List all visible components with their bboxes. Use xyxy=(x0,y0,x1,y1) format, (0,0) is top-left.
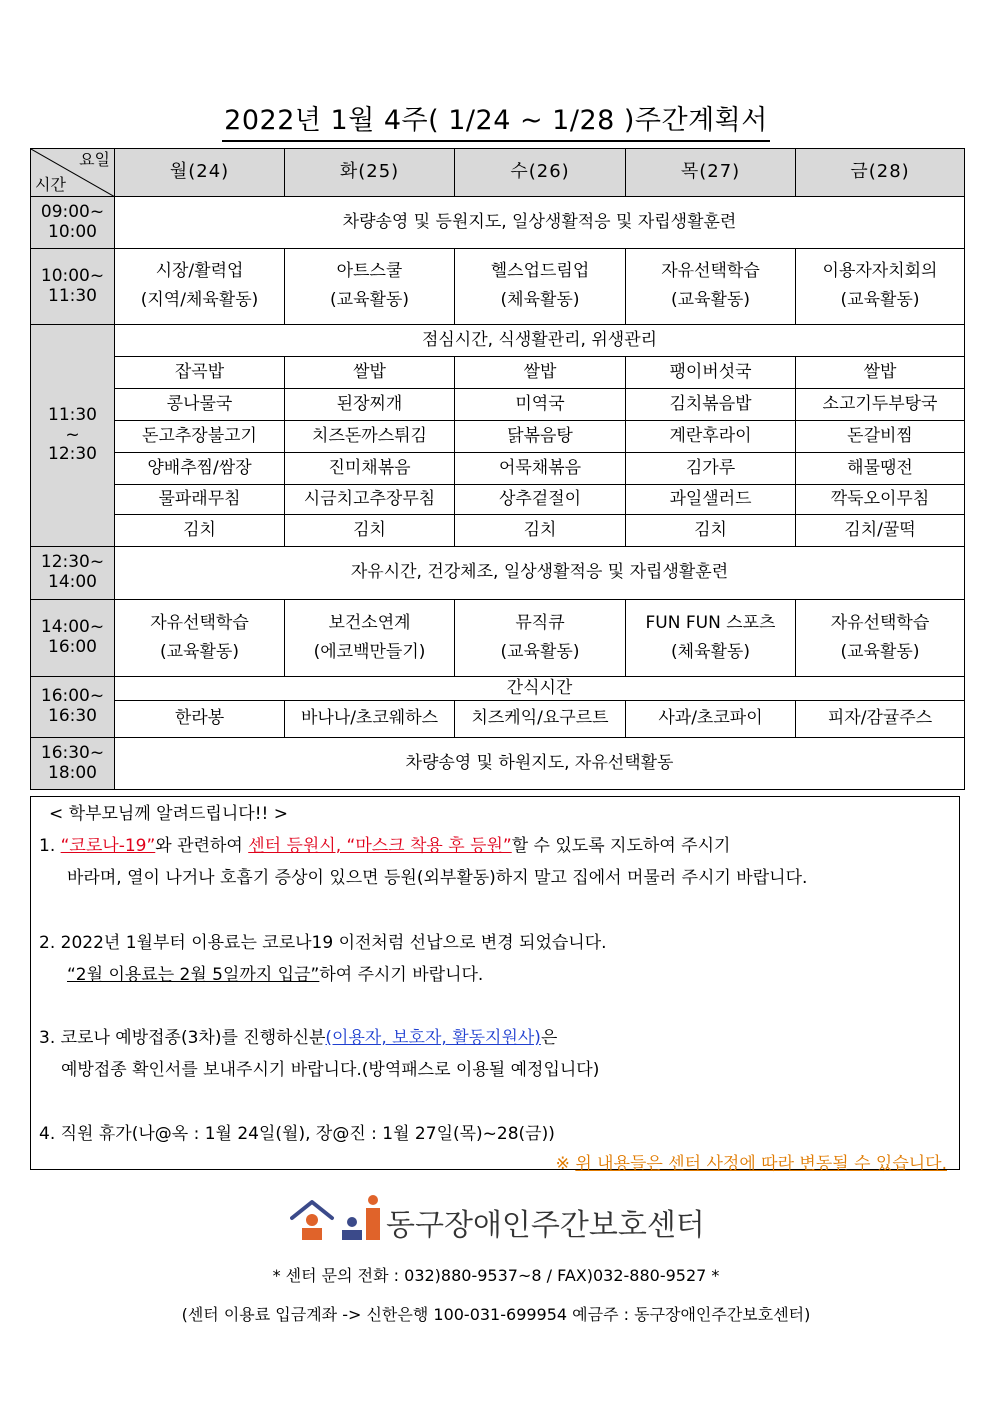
snack-item: 바나나/초코웨하스 xyxy=(285,701,455,738)
parent-notice-box xyxy=(30,796,960,1174)
snack-title: 간식시간 xyxy=(115,677,965,701)
menu-item: 치즈돈까스튀김 xyxy=(285,421,455,453)
menu-item: 잡곡밥 xyxy=(115,357,285,389)
notice-item-3-line2: 예방접종 확인서를 보내주시기 바랍니다.(방역패스로 이용될 예정입니다) xyxy=(61,1060,600,1080)
activity-span-cell: 차량송영 및 하원지도, 자유선택활동 xyxy=(115,738,965,790)
time-cell: 14:00~ 16:00 xyxy=(31,600,115,677)
notice-item-3: 3. 코로나 예방접종(3차)를 진행하신분(이용자, 보호자, 활동지원사)은 xyxy=(39,1028,558,1048)
corner-day-label: 요일 xyxy=(79,150,110,169)
weekly-schedule-table xyxy=(30,148,965,790)
menu-item: 팽이버섯국 xyxy=(626,357,796,389)
activity-cell: 자유선택학습 (교육활동) xyxy=(626,249,796,325)
snack-title-row xyxy=(31,677,965,701)
day-header-wed: 수(26) xyxy=(455,149,626,197)
schedule-row xyxy=(31,249,965,325)
activity-cell: 이용자자치회의 (교육활동) xyxy=(796,249,965,325)
day-header-fri: 금(28) xyxy=(796,149,965,197)
contact-info: * 센터 문의 전화 : 032)880-9537~8 / FAX)032-880-9527 * xyxy=(272,1266,720,1285)
menu-item: 미역국 xyxy=(455,389,626,421)
header-row xyxy=(31,149,965,197)
activity-span-cell: 자유시간, 건강체조, 일상생활적응 및 자립생활훈련 xyxy=(115,547,965,600)
notice-item-1: 1. “코로나-19”와 관련하여 센터 등원시, “마스크 착용 후 등원”할 수 있도록 지도하여 주시기 xyxy=(39,836,731,856)
lunch-title: 점심시간, 식생활관리, 위생관리 xyxy=(115,325,965,357)
menu-item: 김치 xyxy=(115,515,285,547)
time-cell: 11:30 ~ 12:30 xyxy=(31,325,115,547)
menu-item: 과일샐러드 xyxy=(626,485,796,515)
activity-cell: 자유선택학습 (교육활동) xyxy=(796,600,965,677)
menu-item: 김치볶음밥 xyxy=(626,389,796,421)
day-header-mon: 월(24) xyxy=(115,149,285,197)
menu-row xyxy=(31,453,965,485)
page-title: 2022년 1월 4주( 1/24 ~ 1/28 )주간계획서 xyxy=(0,98,992,142)
time-cell: 16:00~ 16:30 xyxy=(31,677,115,738)
activity-cell: FUN FUN 스포츠 (체육활동) xyxy=(626,600,796,677)
menu-row xyxy=(31,357,965,389)
activity-cell: 보건소연계 (에코백만들기) xyxy=(285,600,455,677)
notice-item-2-line2: “2월 이용료는 2월 5일까지 입금”하여 주시기 바랍니다. xyxy=(67,965,484,985)
time-cell: 16:30~ 18:00 xyxy=(31,738,115,790)
activity-cell: 자유선택학습 (교육활동) xyxy=(115,600,285,677)
notice-heading: < 학부모님께 알려드립니다!! > xyxy=(49,804,288,824)
activity-span-cell: 차량송영 및 등원지도, 일상생활적응 및 자립생활훈련 xyxy=(115,197,965,249)
menu-item: 양배추찜/쌈장 xyxy=(115,453,285,485)
snack-row xyxy=(31,701,965,738)
menu-item: 쌀밥 xyxy=(285,357,455,389)
center-logo xyxy=(290,1192,710,1244)
menu-item: 김치 xyxy=(455,515,626,547)
menu-item: 김치/꿀떡 xyxy=(796,515,965,547)
schedule-row xyxy=(31,547,965,600)
snack-item: 한라봉 xyxy=(115,701,285,738)
day-header-thu: 목(27) xyxy=(626,149,796,197)
menu-item: 시금치고추장무침 xyxy=(285,485,455,515)
snack-item: 피자/감귤주스 xyxy=(796,701,965,738)
menu-item: 깍둑오이무침 xyxy=(796,485,965,515)
notice-item-2: 2. 2022년 1월부터 이용료는 코로나19 이전처럼 선납으로 변경 되었습니다. xyxy=(39,933,607,953)
menu-item: 계란후라이 xyxy=(626,421,796,453)
menu-item: 콩나물국 xyxy=(115,389,285,421)
menu-item: 돈갈비찜 xyxy=(796,421,965,453)
menu-item: 소고기두부탕국 xyxy=(796,389,965,421)
corner-time-label: 시간 xyxy=(35,174,66,194)
activity-cell: 시장/활력업 (지역/체육활동) xyxy=(115,249,285,325)
center-name: 동구장애인주간보호센터 xyxy=(386,1208,705,1243)
lunch-title-row xyxy=(31,325,965,357)
menu-item: 김가루 xyxy=(626,453,796,485)
menu-row xyxy=(31,515,965,547)
menu-item: 닭볶음탕 xyxy=(455,421,626,453)
menu-item: 상추겉절이 xyxy=(455,485,626,515)
menu-item: 김치 xyxy=(626,515,796,547)
time-cell: 09:00~ 10:00 xyxy=(31,197,115,249)
activity-cell: 뮤직큐 (교육활동) xyxy=(455,600,626,677)
menu-item: 쌀밥 xyxy=(455,357,626,389)
time-cell: 12:30~ 14:00 xyxy=(31,547,115,600)
notice-item-1-line2: 바라며, 열이 나거나 호흡기 증상이 있으면 등원(외부활동)하지 말고 집에서 머물러 주시기 바랍니다. xyxy=(67,868,808,888)
activity-cell: 아트스쿨 (교육활동) xyxy=(285,249,455,325)
menu-row xyxy=(31,485,965,515)
menu-item: 돈고추장불고기 xyxy=(115,421,285,453)
menu-item: 물파래무침 xyxy=(115,485,285,515)
menu-item: 어묵채볶음 xyxy=(455,453,626,485)
activity-cell: 헬스업드림업 (체육활동) xyxy=(455,249,626,325)
menu-item: 쌀밥 xyxy=(796,357,965,389)
notice-item-4: 4. 직원 휴가(나@옥 : 1월 24일(월), 장@진 : 1월 27일(목)~28(금)) xyxy=(39,1124,555,1144)
notice-footnote: ※ 위 내용들은 센터 사정에 따라 변동될 수 있습니다. xyxy=(555,1154,947,1174)
corner-cell xyxy=(31,149,115,197)
house-people-icon xyxy=(290,1192,382,1244)
menu-item: 진미채볶음 xyxy=(285,453,455,485)
account-info: (센터 이용료 입금계좌 -> 신한은행 100-031-699954 예금주 : 동구장애인주간보호센터) xyxy=(181,1305,811,1324)
snack-item: 치즈케익/요구르트 xyxy=(455,701,626,738)
menu-row xyxy=(31,389,965,421)
time-cell: 10:00~ 11:30 xyxy=(31,249,115,325)
menu-row xyxy=(31,421,965,453)
schedule-row xyxy=(31,738,965,790)
menu-item: 된장찌개 xyxy=(285,389,455,421)
schedule-row xyxy=(31,600,965,677)
menu-item: 김치 xyxy=(285,515,455,547)
schedule-row xyxy=(31,197,965,249)
snack-item: 사과/초코파이 xyxy=(626,701,796,738)
menu-item: 해물땡전 xyxy=(796,453,965,485)
day-header-tue: 화(25) xyxy=(285,149,455,197)
